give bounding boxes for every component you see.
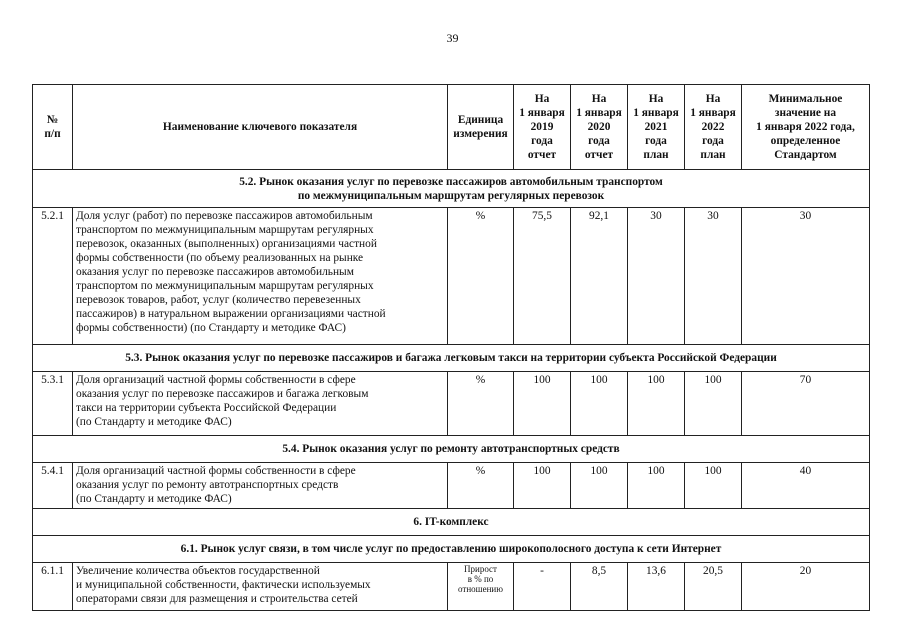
value-2019: 100 bbox=[514, 463, 571, 509]
value-2022: 100 bbox=[685, 463, 742, 509]
value-2021: 100 bbox=[628, 463, 685, 509]
value-2021: 100 bbox=[628, 372, 685, 436]
value-2021: 30 bbox=[628, 208, 685, 345]
key-indicators-table bbox=[32, 84, 870, 611]
table-row bbox=[33, 372, 870, 436]
row-number: 5.2.1 bbox=[33, 208, 73, 345]
section-row-5-2 bbox=[33, 170, 870, 208]
header-unit: Единица измерения bbox=[448, 85, 514, 170]
unit-cell: % bbox=[448, 463, 514, 509]
row-number: 5.4.1 bbox=[33, 463, 73, 509]
table-row bbox=[33, 463, 870, 509]
header-num: № п/п bbox=[33, 85, 73, 170]
value-min: 20 bbox=[742, 563, 870, 611]
header-indicator-name: Наименование ключевого показателя bbox=[73, 85, 448, 170]
header-row bbox=[33, 85, 870, 170]
value-2020: 8,5 bbox=[571, 563, 628, 611]
header-2019: На 1 января 2019 года отчет bbox=[514, 85, 571, 170]
section-title: 6. IT-комплекс bbox=[33, 509, 870, 536]
indicator-description: Доля организаций частной формы собственности в сфере оказания услуг по ремонту автотранспортных средств (по Стандарту и методике ФАС) bbox=[73, 463, 448, 509]
header-2022: На 1 января 2022 года план bbox=[685, 85, 742, 170]
table-row bbox=[33, 563, 870, 611]
value-min: 40 bbox=[742, 463, 870, 509]
value-2022: 20,5 bbox=[685, 563, 742, 611]
section-row-5-4 bbox=[33, 436, 870, 463]
section-row-6 bbox=[33, 509, 870, 536]
value-2020: 92,1 bbox=[571, 208, 628, 345]
page-number: 39 bbox=[446, 31, 459, 45]
value-2019: 100 bbox=[514, 372, 571, 436]
header-2020: На 1 января 2020 года отчет bbox=[571, 85, 628, 170]
header-2021: На 1 января 2021 года план bbox=[628, 85, 685, 170]
value-2019: - bbox=[514, 563, 571, 611]
section-title: 5.3. Рынок оказания услуг по перевозке пассажиров и багажа легковым такси на территории субъекта Российской Федерации bbox=[33, 345, 870, 372]
indicator-description: Доля организаций частной формы собственности в сфере оказания услуг по перевозке пассажиров и багажа легковым такси на территории субъекта Российской Федерации (по Стандарту и методике ФАС) bbox=[73, 372, 448, 436]
section-title: 5.4. Рынок оказания услуг по ремонту автотранспортных средств bbox=[33, 436, 870, 463]
section-row-6-1 bbox=[33, 536, 870, 563]
value-2020: 100 bbox=[571, 463, 628, 509]
value-2019: 75,5 bbox=[514, 208, 571, 345]
unit-cell: Прирост в % по отношению bbox=[448, 563, 514, 611]
indicator-description: Увеличение количества объектов государственной и муниципальной собственности, фактически используемых операторами связи для размещения и строительства сетей bbox=[73, 563, 448, 611]
value-2020: 100 bbox=[571, 372, 628, 436]
value-min: 70 bbox=[742, 372, 870, 436]
row-number: 5.3.1 bbox=[33, 372, 73, 436]
section-title: 6.1. Рынок услуг связи, в том числе услуг по предоставлению широкополосного доступа к сети Интернет bbox=[33, 536, 870, 563]
header-min-value: Минимальное значение на 1 января 2022 года, определенное Стандартом bbox=[742, 85, 870, 170]
row-number: 6.1.1 bbox=[33, 563, 73, 611]
value-2022: 30 bbox=[685, 208, 742, 345]
value-min: 30 bbox=[742, 208, 870, 345]
value-2022: 100 bbox=[685, 372, 742, 436]
value-2021: 13,6 bbox=[628, 563, 685, 611]
unit-cell: % bbox=[448, 208, 514, 345]
table-row bbox=[33, 208, 870, 345]
indicator-description: Доля услуг (работ) по перевозке пассажиров автомобильным транспортом по межмуниципальным маршрутам регулярных перевозок, оказанных (выполненных) организациями частной формы собственности (по объему реализованных на рынке оказания услуг по перевозке пассажиров автомобильным транспортом по межмуниципальным маршрутам регулярных перевозок товаров, работ, услуг (количество перевезенных пассажиров) в натуральном выражении организациями частной формы собственности) (по Стандарту и методике ФАС) bbox=[73, 208, 448, 345]
section-row-5-3 bbox=[33, 345, 870, 372]
unit-cell: % bbox=[448, 372, 514, 436]
section-title: 5.2. Рынок оказания услуг по перевозке пассажиров автомобильным транспортом по межмуниципальным маршрутам регулярных перевозок bbox=[33, 170, 870, 208]
